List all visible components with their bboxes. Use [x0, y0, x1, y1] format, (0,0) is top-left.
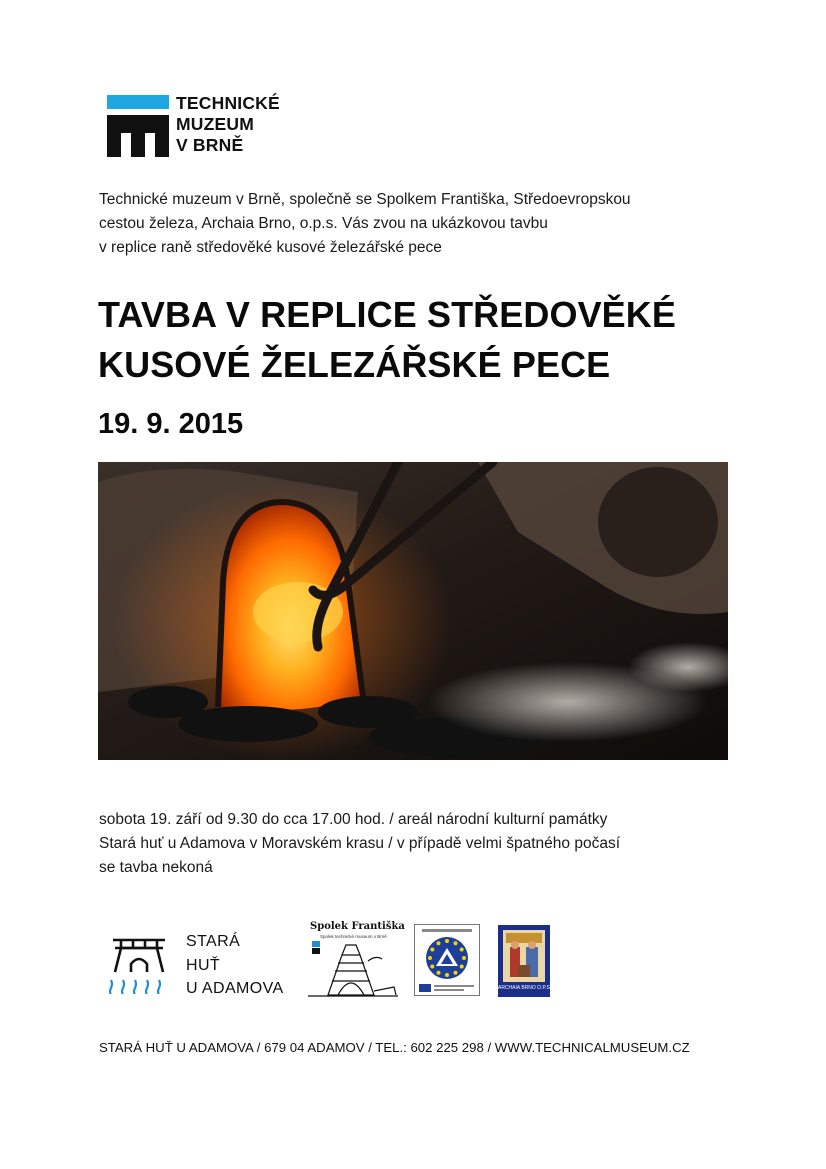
spolek-title: Spolek Františka — [310, 921, 405, 932]
title-line: TAVBA V REPLICE STŘEDOVĚKÉ — [98, 294, 677, 335]
details-line: sobota 19. září od 9.30 do cca 17.00 hod. / areál národní kulturní památky — [99, 811, 608, 828]
spolek-frantiska-logo — [306, 921, 405, 997]
stara-hut-line: U ADAMOVA — [186, 980, 284, 997]
furnace-photo — [98, 462, 728, 760]
archaia-brno-logo — [498, 925, 550, 997]
furnace-drawing-icon — [308, 941, 398, 997]
eu-iron-road-logo — [414, 924, 480, 996]
intro-line: Technické muzeum v Brně, společně se Spolkem Františka, Středoevropskou — [99, 191, 631, 208]
museum-name-line: MUZEUM — [176, 114, 254, 134]
museum-logo-icon — [107, 95, 169, 157]
details-line: se tavba nekoná — [99, 859, 213, 876]
footer-contact: STARÁ HUŤ U ADAMOVA / 679 04 ADAMOV / TEL.: 602 225 298 / WWW.TECHNICALMUSEUM.CZ — [99, 1040, 690, 1055]
stara-hut-line: HUŤ — [186, 956, 221, 974]
event-title — [98, 290, 798, 390]
intro-line: v replice raně středověké kusové železářské pece — [99, 239, 442, 256]
event-date: 19. 9. 2015 — [98, 408, 244, 440]
title-line: KUSOVÉ ŽELEZÁŘSKÉ PECE — [98, 344, 611, 385]
museum-name-line: V BRNĚ — [176, 135, 244, 155]
museum-name — [176, 93, 280, 156]
furnace-building-icon — [107, 934, 171, 994]
intro-paragraph — [99, 188, 739, 260]
archaia-label: ARCHAIA BRNO O.P.S. — [498, 985, 552, 991]
stara-hut-logo-text — [186, 930, 284, 1001]
details-line: Stará huť u Adamova v Moravském krasu / v případě velmi špatného počasí — [99, 835, 621, 852]
museum-name-line: TECHNICKÉ — [176, 93, 280, 113]
event-details — [99, 808, 739, 880]
stara-hut-line: STARÁ — [186, 933, 241, 950]
intro-line: cestou železa, Archaia Brno, o.p.s. Vás zvou na ukázkovou tavbu — [99, 215, 548, 232]
spolek-subtitle: Spolek technické museum v Brně — [320, 934, 387, 939]
